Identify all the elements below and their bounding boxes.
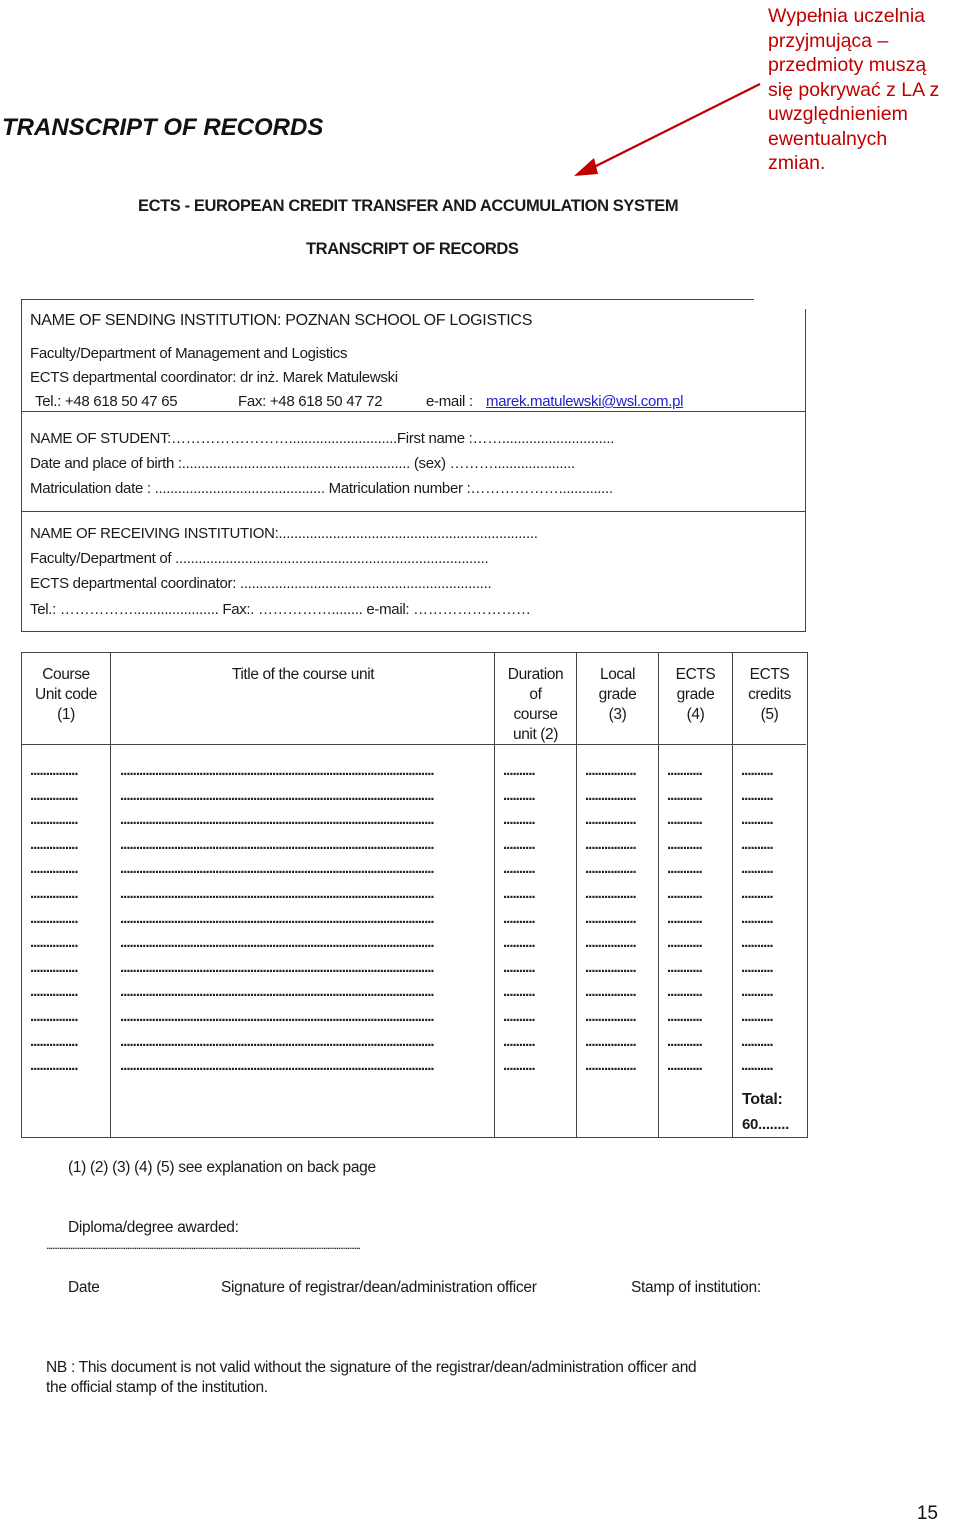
table-cell-placeholder: ................	[585, 1057, 636, 1075]
table-cell-placeholder: ...........	[667, 860, 702, 878]
table-cell-placeholder: ................	[585, 786, 636, 804]
table-cell-placeholder: ..........	[741, 835, 773, 853]
table-cell-placeholder: ...............	[30, 909, 78, 927]
col-header-local-grade	[577, 665, 658, 725]
sending-tel: Tel.: +48 618 50 47 65	[35, 393, 178, 410]
col-header-line: Duration	[507, 666, 564, 683]
annotation-line: przedmioty muszą	[768, 54, 927, 76]
col-header-line: Course	[42, 666, 90, 683]
table-cell-placeholder: ................	[585, 958, 636, 976]
table-cell-placeholder: ..........	[503, 958, 535, 976]
table-cell-placeholder: ..........	[741, 885, 773, 902]
page-number: 15	[916, 1503, 938, 1524]
table-cell-placeholder: ...................................................................................................	[120, 1032, 434, 1050]
table-cell-placeholder: ...............	[30, 786, 78, 804]
table-cell-placeholder: ..........	[503, 1057, 535, 1075]
col-header-line: (3)	[608, 706, 627, 723]
student-name-line: NAME OF STUDENT:……………………............................First name :…….............................	[30, 430, 615, 447]
table-cell-placeholder: ...........	[667, 1008, 702, 1025]
table-cell-placeholder: ..........	[741, 934, 773, 952]
table-cell-placeholder: ...............	[30, 983, 78, 1001]
table-cell-placeholder: ................	[585, 934, 636, 952]
table-cell-placeholder: ...........	[667, 762, 702, 779]
annotation-arrow-icon	[560, 70, 770, 185]
table-cell-placeholder: ...............	[30, 885, 78, 902]
table-cell-placeholder: ...........	[667, 1057, 702, 1075]
table-cell-placeholder: ................	[585, 1032, 636, 1050]
table-cell-placeholder: ...........	[667, 909, 702, 927]
receiving-faculty-line: Faculty/Department of .................................................................................	[30, 550, 489, 567]
table-cell-placeholder: ................	[585, 909, 636, 927]
col-header-line: ECTS	[749, 666, 790, 683]
table-cell-placeholder: ...............	[30, 762, 78, 779]
table-header-divider	[22, 744, 806, 745]
table-cell-placeholder: ..........	[741, 1008, 773, 1025]
table-cell-placeholder: ...........	[667, 983, 702, 1001]
annotation-line: przyjmująca –	[768, 29, 889, 52]
table-cell-placeholder: ...................................................................................................	[120, 762, 434, 779]
total-label: Total:	[742, 1091, 783, 1108]
table-cell-placeholder: ................	[585, 762, 636, 779]
nb-note-line: the official stamp of the institution.	[46, 1379, 268, 1396]
table-cell-placeholder: ................	[585, 885, 636, 902]
table-cell-placeholder: ...........	[667, 885, 702, 902]
receiving-contact-line: Tel.: ……………...................... Fax:. ……………........ e-mail: ……………………	[30, 601, 531, 618]
signature-label: Signature of registrar/dean/administration officer	[221, 1279, 537, 1296]
info-box-left-border	[21, 299, 22, 632]
col-header-line: unit (2)	[512, 726, 559, 743]
form-heading: ECTS - EUROPEAN CREDIT TRANSFER AND ACCUMULATION SYSTEM	[138, 197, 679, 215]
table-cell-placeholder: ...................................................................................................	[120, 934, 434, 952]
annotation-line: Wypełnia uczelnia	[768, 5, 925, 27]
table-cell-placeholder: ..........	[741, 909, 773, 927]
table-cell-placeholder: ...................................................................................................	[120, 958, 434, 976]
table-cell-placeholder: ..........	[503, 885, 535, 902]
student-matriculation-line: Matriculation date : ............................................ Matriculation number :………………..............	[30, 480, 613, 497]
sending-institution-name: NAME OF SENDING INSTITUTION: POZNAN SCHOOL OF LOGISTICS	[30, 312, 533, 329]
table-cell-placeholder: ...............	[30, 1057, 78, 1075]
col-header-line: (5)	[760, 706, 779, 723]
table-cell-placeholder: ..........	[741, 762, 773, 779]
table-cell-placeholder: ..........	[741, 786, 773, 804]
table-cell-placeholder: ..........	[503, 762, 535, 779]
sending-fax: Fax: +48 618 50 47 72	[238, 393, 383, 410]
table-cell-placeholder: ...............	[30, 835, 78, 853]
signature-date-label: Date	[68, 1279, 100, 1296]
annotation-line: ewentualnych	[768, 127, 888, 150]
table-cell-placeholder: ...................................................................................................	[120, 1057, 434, 1075]
table-cell-placeholder: ..........	[503, 983, 535, 1001]
table-cell-placeholder: ...................................................................................................	[120, 885, 434, 902]
table-cell-placeholder: ...........	[667, 1032, 702, 1050]
col-header-line: course	[513, 706, 558, 723]
table-cell-placeholder: ..........	[741, 860, 773, 878]
table-cell-placeholder: ................	[585, 811, 636, 829]
table-cell-placeholder: ...............	[30, 860, 78, 878]
col-header-course-code	[22, 665, 110, 725]
table-cell-placeholder: ..........	[503, 909, 535, 927]
table-cell-placeholder: ...........	[667, 835, 702, 853]
table-cell-placeholder: ...................................................................................................	[120, 860, 434, 878]
form-subheading: TRANSCRIPT OF RECORDS	[306, 240, 519, 258]
sending-coordinator: ECTS departmental coordinator: dr inż. Marek Matulewski	[30, 369, 398, 386]
table-cell-placeholder: ..........	[741, 983, 773, 1001]
divider	[22, 411, 806, 412]
footnote: (1) (2) (3) (4) (5) see explanation on back page	[68, 1159, 376, 1176]
col-header-ects-grade	[659, 665, 732, 725]
table-cell-placeholder: ..........	[503, 934, 535, 952]
receiving-coordinator-line: ECTS departmental coordinator: .................................................................	[30, 575, 492, 592]
table-column-divider	[110, 653, 111, 1137]
table-cell-placeholder: ...................................................................................................	[120, 811, 434, 829]
table-cell-placeholder: ..........	[741, 1032, 773, 1050]
col-header-duration	[495, 665, 576, 745]
receiving-institution-line: NAME OF RECEIVING INSTITUTION:...................................................................	[30, 525, 538, 542]
table-column-divider	[658, 653, 659, 1137]
col-header-line: Unit code	[35, 686, 97, 703]
table-cell-placeholder: ...................................................................................................	[120, 786, 434, 804]
table-cell-placeholder: ................	[585, 860, 636, 878]
table-cell-placeholder: ..........	[741, 1057, 773, 1075]
table-cell-placeholder: ...............	[30, 958, 78, 976]
table-column-divider	[576, 653, 577, 1137]
annotation-note	[768, 4, 960, 176]
table-cell-placeholder: ...............	[30, 934, 78, 952]
table-cell-placeholder: ...........	[667, 811, 702, 829]
table-cell-placeholder: ...................................................................................................	[120, 835, 434, 853]
col-header-line: (1)	[57, 706, 75, 723]
divider	[22, 631, 806, 632]
table-column-divider	[732, 653, 733, 1137]
top-rule	[22, 299, 754, 300]
diploma-label: Diploma/degree awarded:	[68, 1219, 239, 1236]
table-cell-placeholder: ...............	[30, 1008, 78, 1025]
col-header-line: of	[529, 686, 542, 703]
table-cell-placeholder: ................	[585, 1008, 636, 1025]
table-cell-placeholder: ..........	[503, 860, 535, 878]
table-cell-placeholder: ...........	[667, 934, 702, 952]
col-header-line: grade	[676, 686, 715, 703]
info-box-right-border	[805, 309, 806, 632]
col-header-line: credits	[748, 686, 791, 703]
table-cell-placeholder: ..........	[503, 835, 535, 853]
table-cell-placeholder: ...................................................................................................	[120, 909, 434, 927]
col-header-line: ECTS	[675, 666, 716, 683]
nb-note-line: NB : This document is not valid without the signature of the registrar/dean/administration officer and	[46, 1359, 697, 1376]
table-cell-placeholder: ................	[585, 983, 636, 1001]
slide-title: TRANSCRIPT OF RECORDS	[2, 114, 324, 141]
annotation-line: uwzględnieniem	[768, 103, 908, 125]
table-cell-placeholder: ..........	[503, 1008, 535, 1025]
table-cell-placeholder: ..........	[503, 811, 535, 829]
col-header-line: Title of the course unit	[231, 666, 375, 683]
table-cell-placeholder: ..........	[741, 811, 773, 829]
col-header-line: Local	[599, 666, 636, 683]
table-cell-placeholder: ..........	[503, 1032, 535, 1050]
table-cell-placeholder: ...................................................................................................	[120, 983, 434, 1001]
sending-faculty: Faculty/Department of Management and Logistics	[30, 345, 348, 362]
table-cell-placeholder: ..........	[503, 786, 535, 804]
diploma-line: ...........................................................................................................................................................................	[46, 1238, 360, 1252]
table-cell-placeholder: ...........	[667, 958, 702, 976]
col-header-line: (4)	[686, 706, 705, 723]
table-cell-placeholder: ..........	[741, 958, 773, 976]
table-cell-placeholder: ...............	[30, 1032, 78, 1050]
student-birth-line: Date and place of birth :........................................................... (sex) ……….....................	[30, 455, 575, 472]
table-cell-placeholder: ................	[585, 835, 636, 853]
stamp-label: Stamp of institution:	[631, 1279, 761, 1296]
divider	[22, 511, 806, 512]
total-value: 60........	[742, 1116, 790, 1133]
annotation-line: się pokrywać z LA z	[768, 78, 940, 101]
annotation-line: zmian.	[768, 152, 826, 174]
col-header-ects-credits	[733, 665, 806, 725]
col-header-title	[111, 665, 495, 685]
col-header-line: grade	[598, 686, 637, 703]
table-cell-placeholder: ...........	[667, 786, 702, 804]
sending-email-link[interactable]: marek.matulewski@wsl.com.pl	[486, 393, 684, 410]
table-cell-placeholder: ...................................................................................................	[120, 1008, 434, 1025]
sending-email-label: e-mail :	[426, 393, 473, 410]
table-cell-placeholder: ...............	[30, 811, 78, 829]
